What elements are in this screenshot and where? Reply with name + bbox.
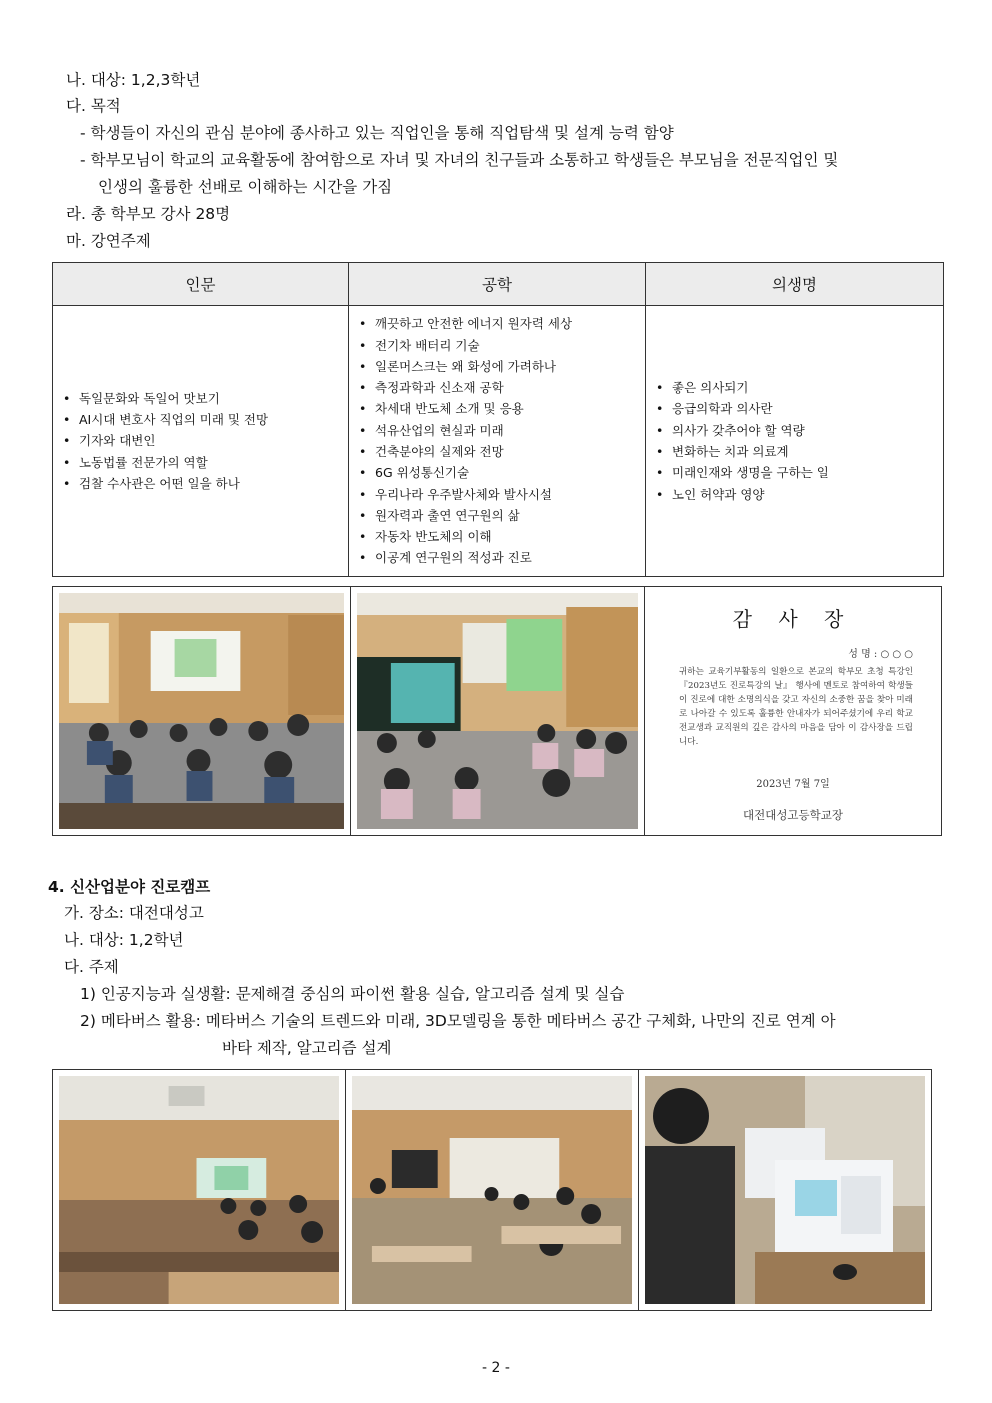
list-item: • 석유산업의 현실과 미래 xyxy=(357,420,639,441)
list-item: • 노동법률 전문가의 역할 xyxy=(61,452,342,473)
photo-cell xyxy=(346,1070,639,1310)
list-item: • 독일문화와 독일어 맛보기 xyxy=(61,388,342,409)
page-number: - 2 - xyxy=(482,1360,510,1376)
list-item: • 일론머스크는 왜 화성에 가려하나 xyxy=(357,356,639,377)
camp-laptop-photo xyxy=(645,1076,925,1304)
list-item: • 6G 위성통신기술 xyxy=(357,462,639,483)
list-item: • 측정과학과 신소재 공학 xyxy=(357,377,639,398)
topics-list-biomedical xyxy=(654,377,937,505)
topics-header-humanities: 인문 xyxy=(53,263,349,306)
section4-topic-1: 1) 인공지능과 실생활: 문제해결 중심의 파이썬 활용 실습, 알고리즘 설계 및 실습 xyxy=(80,985,625,1003)
topics-table xyxy=(52,262,944,577)
section4-place: 가. 장소: 대전대성고 xyxy=(64,904,204,922)
photo-row-camp xyxy=(52,1069,932,1311)
photo-cell xyxy=(639,1070,931,1310)
lecture-engineering-photo xyxy=(357,593,638,829)
section3-purpose-2a: - 학부모님이 학교의 교육활동에 참여함으로 자녀 및 자녀의 친구들과 소통하고 학생들은 부모님을 전문직업인 및 xyxy=(80,151,839,169)
photo-cell xyxy=(53,587,351,835)
photo-row-lecture xyxy=(52,586,942,836)
list-item: • 이공계 연구원의 적성과 진로 xyxy=(357,547,639,568)
photo-cell xyxy=(53,1070,346,1310)
topics-header-biomedical: 의생명 xyxy=(646,263,944,306)
section3-purpose-2b: 인생의 훌륭한 선배로 이해하는 시간을 가짐 xyxy=(98,178,393,196)
photo-cell xyxy=(351,587,645,835)
list-item: • 노인 허약과 영양 xyxy=(654,484,937,505)
list-item: • AI시대 변호사 직업의 미래 및 전망 xyxy=(61,409,342,430)
list-item: • 원자력과 출연 연구원의 삶 xyxy=(357,505,639,526)
certificate-cell xyxy=(645,587,941,835)
section3-purpose-heading: 다. 목적 xyxy=(66,97,121,115)
section4-topic-2b: 바타 제작, 알고리즘 설계 xyxy=(222,1039,392,1057)
certificate-body: 귀하는 교육기부활동의 일환으로 본교의 학부모 초청 특강인 『2023년도 진로특강의 날』 행사에 멘토로 참여하여 학생들이 진로에 대한 소명의식을 갖고 자신의 소중한 꿈을 찾아 미래로 나아갈 수 있도록 훌륭한 안내자가 되어주셨기에 우리 학교 전교생과 교직원의 깊은 감사의 마음을 담아 이 감사장을 드립니다. xyxy=(679,667,913,747)
list-item: • 차세대 반도체 소개 및 응용 xyxy=(357,398,639,419)
list-item: • 변화하는 치과 의료계 xyxy=(654,441,937,462)
topics-cell-humanities xyxy=(53,306,349,577)
topics-list-humanities xyxy=(61,388,342,494)
list-item: • 의사가 갖추어야 할 역량 xyxy=(654,420,937,441)
list-item: • 건축분야의 실제와 전망 xyxy=(357,441,639,462)
list-item: • 우리나라 우주발사체와 발사시설 xyxy=(357,484,639,505)
section4-title: 4. 신산업분야 진로캠프 xyxy=(48,878,211,896)
section3-topics-heading: 마. 강연주제 xyxy=(66,232,151,250)
camp-metaverse-photo xyxy=(352,1076,632,1304)
section4-target: 나. 대상: 1,2학년 xyxy=(64,931,184,949)
list-item: • 전기차 배터리 기술 xyxy=(357,335,639,356)
certificate-date: 2023년 7월 7일 xyxy=(756,779,830,790)
certificate xyxy=(651,593,935,829)
list-item: • 깨끗하고 안전한 에너지 원자력 세상 xyxy=(357,313,639,334)
section3-purpose-1: - 학생들이 자신의 관심 분야에 종사하고 있는 직업인을 통해 직업탐색 및 설계 능력 함양 xyxy=(80,124,674,142)
list-item: • 검찰 수사관은 어떤 일을 하나 xyxy=(61,473,342,494)
list-item: • 미래인재와 생명을 구하는 일 xyxy=(654,462,937,483)
certificate-issuer: 대전대성고등학교장 xyxy=(743,808,843,822)
certificate-name: 성 명 : ○ ○ ○ xyxy=(848,649,913,660)
section4-topic-heading: 다. 주제 xyxy=(64,958,119,976)
section3-target: 나. 대상: 1,2,3학년 xyxy=(66,71,201,89)
topics-list-engineering xyxy=(357,313,639,569)
topics-header-engineering: 공학 xyxy=(349,263,646,306)
section3-lecturers: 라. 총 학부모 강사 28명 xyxy=(66,205,231,223)
list-item: • 기자와 대변인 xyxy=(61,430,342,451)
camp-ai-photo xyxy=(59,1076,339,1304)
topics-cell-engineering xyxy=(349,306,646,577)
list-item: • 응급의학과 의사란 xyxy=(654,398,937,419)
certificate-title: 감 사 장 xyxy=(732,607,854,631)
section4-topic-2a: 2) 메타버스 활용: 메타버스 기술의 트렌드와 미래, 3D모델링을 통한 메타버스 공간 구체화, 나만의 진로 연계 아 xyxy=(80,1012,836,1030)
list-item: • 좋은 의사되기 xyxy=(654,377,937,398)
list-item: • 자동차 반도체의 이해 xyxy=(357,526,639,547)
lecture-classroom-photo xyxy=(59,593,344,829)
topics-cell-biomedical xyxy=(646,306,944,577)
